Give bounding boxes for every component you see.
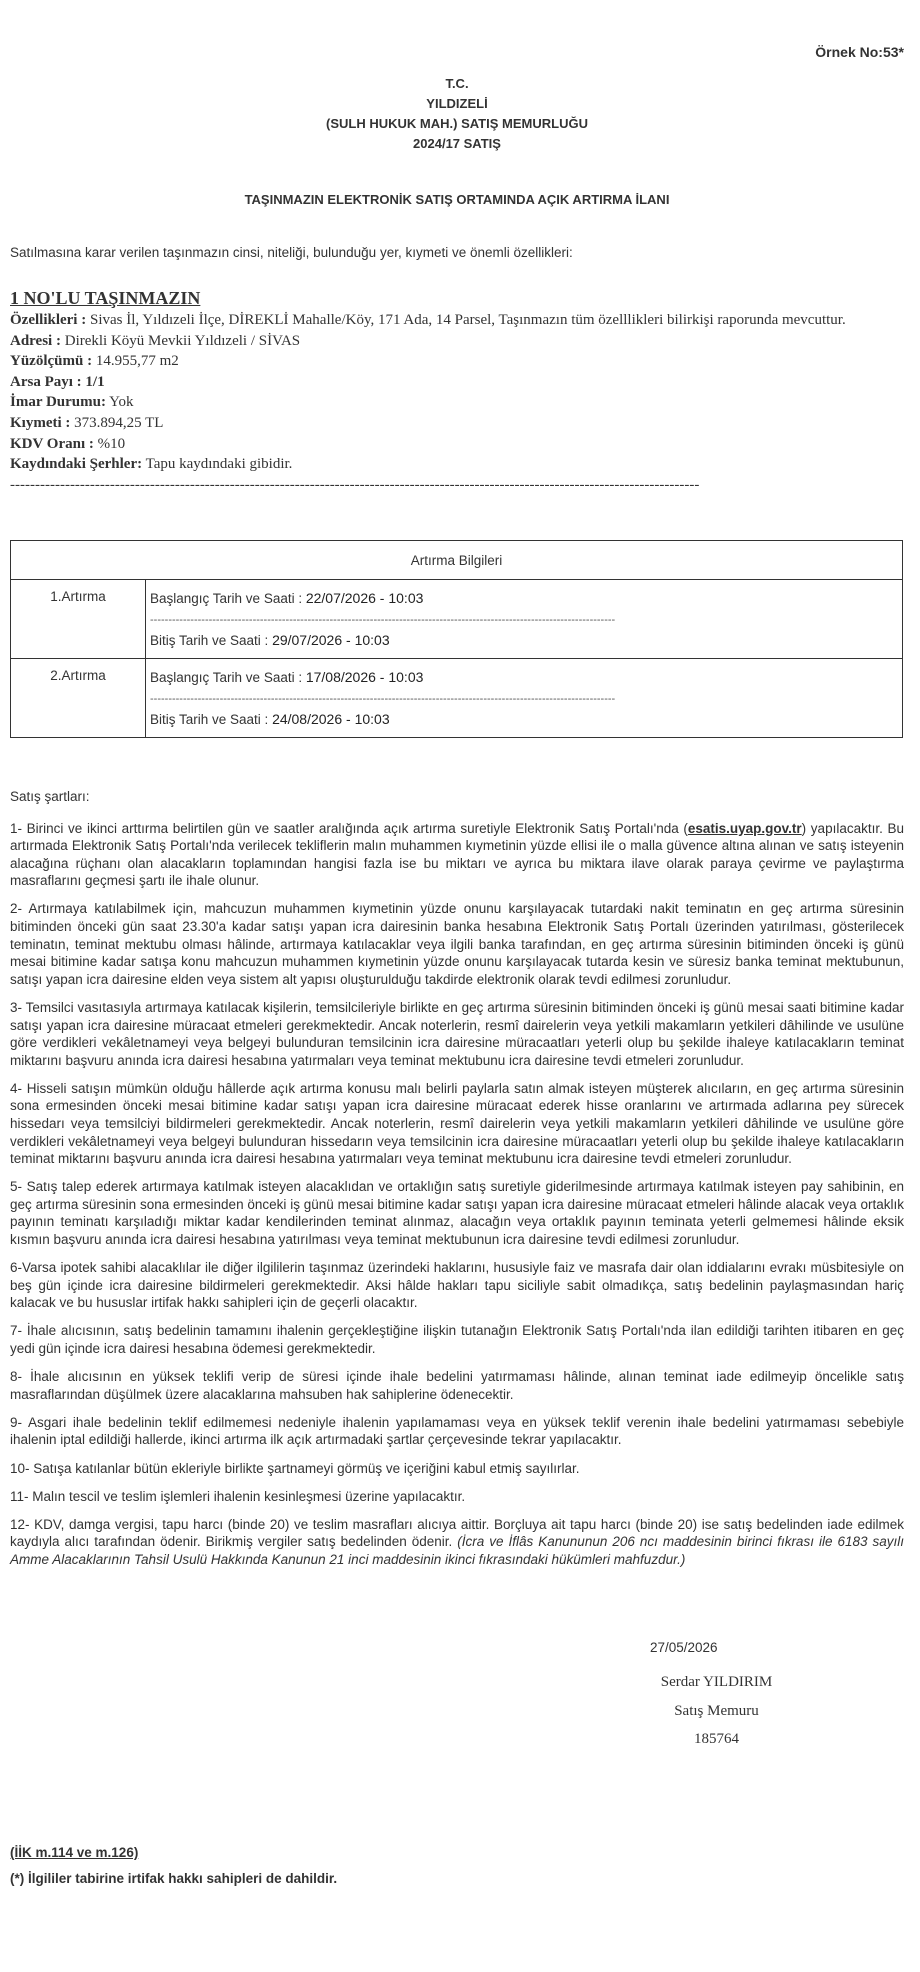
header-memurluk: (SULH HUKUK MAH.) SATIŞ MEMURLUĞU (326, 116, 588, 131)
adres-value: Direkli Köyü Mevkii Yıldızeli / SİVAS (60, 332, 301, 349)
imza-tarih: 27/05/2026 (650, 1640, 718, 1655)
tasinmaz-title: 1 NO'LU TAŞINMAZIN (10, 288, 201, 308)
serhler-label: Kaydındaki Şerhler: (10, 456, 143, 473)
sartlar-title: Satış şartları: (10, 789, 90, 804)
arsa-payi: Arsa Payı : 1/1 (10, 373, 105, 390)
arsa-payi-line (10, 372, 904, 393)
artirma-row-label: 1.Artırma (11, 580, 146, 659)
artirma-row-label: 2.Artırma (11, 659, 146, 738)
imza-details (540, 1668, 893, 1754)
header-yer: YILDIZELİ (426, 96, 488, 111)
kiymet-value: 373.894,25 TL (70, 414, 164, 431)
imar-label: İmar Durumu: (10, 394, 106, 411)
ornek-no: Örnek No:53* (815, 44, 904, 60)
sart-9: 9- Asgari ihale bedelinin teklif edilmemesi nedeniyle ihalenin yapılamaması veya en yüksek teklif verenin ihale bedelini yatırmaması sebebiyle ihalenin iptal edildiği hallerde, ikinci artırma ilk açık artırmadaki şartlar çerçevesinde tekrar yapılacaktır. (10, 1414, 904, 1448)
document-header (10, 74, 904, 154)
end-value: 29/07/2026 - 10:03 (272, 632, 390, 648)
serhler-value: Tapu kaydındaki gibidir. (142, 456, 293, 473)
sart-7: 7- İhale alıcısının, satış bedelinin tamamını ihalenin gerçekleştiğine ilişkin tutanağın Elektronik Satış Portalı'nda ilan edildiği tarihten itibaren en geç yedi gün içinde icra dairesi hesabına ödemesi gerekmektedir. (10, 1323, 904, 1357)
imar-value: Yok (105, 394, 134, 411)
serhler-line (10, 454, 904, 475)
ozellikler-label: Özellikleri : (10, 312, 87, 328)
artirma-table (10, 540, 903, 738)
tasinmaz-section (10, 287, 904, 495)
sart-12-text: 12- KDV, damga vergisi, tapu harcı (binde 20) ve teslim masrafları alıcıya aittir. Borçluya ait tapu harcı (binde 20) ise satış bedelinden iade edilmek kaydıyla alıcı tarafından ödenir. Birikmiş vergiler satış bedelinden ödenir. (10, 1516, 904, 1550)
adres-label: Adresi : (10, 332, 61, 349)
yuzolcumu-value: 14.955,77 m2 (92, 353, 179, 370)
kdv-value: %10 (93, 435, 126, 452)
start-label: Başlangıç Tarih ve Saati : (150, 670, 306, 685)
footer-kanun: (İİK m.114 ve m.126) (10, 1845, 139, 1860)
kdv-line (10, 434, 904, 455)
kiymet-line (10, 413, 904, 434)
yuzolcumu-line (10, 351, 904, 372)
ilan-title: TAŞINMAZIN ELEKTRONİK SATIŞ ORTAMINDA AÇIK ARTIRMA İLANI (244, 192, 670, 207)
sart-6: 6-Varsa ipotek sahibi alacaklılar ile diğer ilgililerin taşınmaz üzerindeki haklarını, hususiyle faiz ve masrafa dair olan iddialarını evrakı müsbitesiyle on beş gün içinde icra dairesine bildirmeleri gerekmektedir. Aksi hâlde hakları tapu siciliyle sabit olmadıkça, satış bedelinin paylaşmasından hariç kalacak ve bu hususlar irtifak hakkı sahipleri için de geçerli olacaktır. (10, 1260, 904, 1311)
start-value: 17/08/2026 - 10:03 (305, 669, 424, 685)
kdv-label: KDV Oranı : (10, 435, 94, 452)
row-separator: ------------------------------------------------------------------------------------------------------------------------------- (150, 693, 616, 705)
memur-adi: Serdar YILDIRIM (660, 1674, 773, 1690)
header-tc: T.C. (445, 76, 469, 91)
artirma-row (11, 580, 903, 659)
sart-1-text-b: ) yapılacaktır. Bu artırmada Elektronik Satış Portalı'nda verilecek tekliflerin malın muhammen kıymetinin yüzde ellisi ile o malla güvence altına alınan ve satış isteyenin alacağına rüçhanı olan alacakların toplamından hangisi fazla ise bu miktarı ve ayrıca bu miktara ilave olarak paraya çevirme ve paylaştırma masraflarını geçmesi şartı ile ihale olunur. (10, 820, 904, 889)
header-dosya: 2024/17 SATIŞ (413, 136, 501, 151)
sart-4: 4- Hisseli satışın mümkün olduğu hâllerde açık artırma konusu malı belirli paylarla satın almak isteyen müşterek alıcıların, en geç artırma süresinin sona ermesinden önceki mesai bitimine kadar satışı yapan icra dairesine müracaat ederek hisse oranlarını ve artırmada adlarına pey sürecek hissedarı veya temsilciyi bildirmeleri gerekmektedir. Ancak noterlerin, resmî dairelerin veya yetkili makamların yetkileri dâhilinde ve usulüne göre verdikleri vekâletnameyi veya belgeyi bulunduran hissedarın veya temsilcinin icra dairesine müracaatları yeterli olup bu şekilde ihaleye katılacakların teminat miktarını başvuru anında icra dairesi hesabına yatırmaları veya teminat mektubunu icra dairesine tevdi etmeleri zorunludur. (10, 1080, 904, 1167)
sart-12 (10, 1516, 904, 1569)
intro-text: Satılmasına karar verilen taşınmazın cinsi, niteliği, bulunduğu yer, kıymeti ve önemli özellikleri: (10, 245, 573, 260)
end-value: 24/08/2026 - 10:03 (272, 711, 390, 727)
esatis-link[interactable]: esatis.uyap.gov.tr (687, 820, 802, 836)
sart-8: 8- İhale alıcısının en yüksek teklifi verip de süresi içinde ihale bedelini yatırmaması hâlinde, alınan teminat iade edilmeyip öncelikle satış masraflarından düşülmek üzere alacaklarına mahsuben hak sahiplerine ödenecektir. (10, 1369, 904, 1402)
end-label: Bitiş Tarih ve Saati : (150, 633, 273, 648)
artirma-row-dates (146, 659, 903, 738)
sart-5: 5- Satış talep ederek artırmaya katılmak isteyen alacaklıdan ve ortaklığın satış suretiyle giderilmesinde artırmaya katılmak isteyen pay sahibinin, en geç artırma süresinin sona ermesinden önceki iş günü mesai bitimine kadar satışı yapan icra dairesine müracaat etmeleri hâlinde alacak veya ortaklık payının teminatı karşıladığı miktar kadar kendilerinden teminat alınmaz, alacağın veya ortaklık payının teminata yeterli gelmemesi hâlinde eksik kısmın başvuru anında icra dairesi hesabına yatırılması veya teminat mektubunun icra dairesine tevdi edilmesi zorunludur. (10, 1179, 904, 1248)
artirma-header-row (11, 541, 903, 580)
satis-sartlari (10, 788, 904, 1579)
sart-1-text-a: 1- Birinci ve ikinci arttırma belirtilen gün ve saatler aralığında açık artırma suretiyle Elektronik Satış Portalı'nda ( (10, 820, 688, 836)
row-separator: ------------------------------------------------------------------------------------------------------------------------------- (150, 614, 616, 626)
ozellikler-value: Sivas İl, Yıldızeli İlçe, DİREKLİ Mahalle/Köy, 171 Ada, 14 Parsel, Taşınmazın tüm özelllikleri bilirkişi raporunda mevcuttur. (86, 312, 846, 328)
start-datetime (150, 669, 902, 685)
end-datetime (150, 632, 902, 648)
sart-11: 11- Malın tescil ve teslim işlemleri ihalenin kesinleşmesi üzerine yapılacaktır. (10, 1488, 466, 1504)
footer-not: (*) İlgililer tabirine irtifak hakkı sahipleri de dahildir. (10, 1871, 338, 1886)
memur-sicil: 185764 (694, 1731, 739, 1747)
sart-1 (10, 820, 904, 890)
ozellikler-line (10, 310, 904, 331)
end-datetime (150, 711, 902, 727)
start-label: Başlangıç Tarih ve Saati : (150, 591, 306, 606)
yuzolcumu-label: Yüzölçümü : (10, 353, 93, 370)
section-divider: ------------------------------------------------------------------------------------------------------------------------------------------ (10, 476, 700, 493)
artirma-row-dates (146, 580, 903, 659)
imar-line (10, 392, 904, 413)
adres-line (10, 331, 904, 352)
start-value: 22/07/2026 - 10:03 (305, 590, 424, 606)
sart-3: 3- Temsilci vasıtasıyla artırmaya katılacak kişilerin, temsilcileriyle birlikte en geç artırma süresinin bitiminden önceki iş günü mesai saati bitimine kadar satışı yapan icra dairesine müracaat etmeleri gerekmektedir. Ancak noterlerin, resmî dairelerin veya yetkili makamların yetkileri dâhilinde ve usulüne göre verdikleri vekâletnameyi veya belgeyi bulunduran temsilcinin icra dairesine müracaatları yeterli olup bu şekilde ihaleye katılacakların teminat miktarını başvuru anında icra dairesi hesabına yatırmaları veya teminat mektubunu icra dairesine tevdi etmeleri zorunludur. (10, 999, 904, 1068)
sart-12-italic: (İcra ve İflâs Kanununun 206 ncı maddesinin birinci fıkrası ile 6183 sayılı Amme Alacaklarının Tahsil Usulü Hakkında Kanunun 21 inci maddesinin ikinci fıkrasındaki hükümleri mahfuzdur.) (10, 1534, 904, 1567)
sart-10: 10- Satışa katılanlar bütün ekleriyle birlikte şartnameyi görmüş ve içeriğini kabul etmiş sayılırlar. (10, 1460, 580, 1476)
sart-2: 2- Artırmaya katılabilmek için, mahcuzun muhammen kıymetinin yüzde onunu karşılayacak tutardaki nakit teminatın en geç artırma süresinin bitiminden önceki gün saat 23.30'a kadar satışı yapan icra dairesinin banka hesabına Elektronik Satış Portalı üzerinden yatırılması, gösterilecek teminatın, teminat mektubu olması hâlinde, artırmaya katılacaklar veya ilgili banka tarafından, en geç artırma süresinin bitiminden önceki iş günü mesai bitimine kadar satışa konu mahcuzun muhammen kıymetinin yüzde onunu karşılayacak tutarda kesin ve süresiz banka teminat mektubunun, satışı yapan icra dairesine elden veya sistem alt yapısı oluşturulduğu takdirde elektronik olarak tevdi edilmesi zorunludur. (10, 901, 904, 987)
artirma-header: Artırma Bilgileri (11, 541, 903, 580)
kiymet-label: Kıymeti : (10, 414, 71, 431)
memur-unvan: Satış Memuru (674, 1702, 759, 1719)
start-datetime (150, 590, 902, 606)
end-label: Bitiş Tarih ve Saati : (150, 712, 273, 727)
artirma-row (11, 659, 903, 738)
